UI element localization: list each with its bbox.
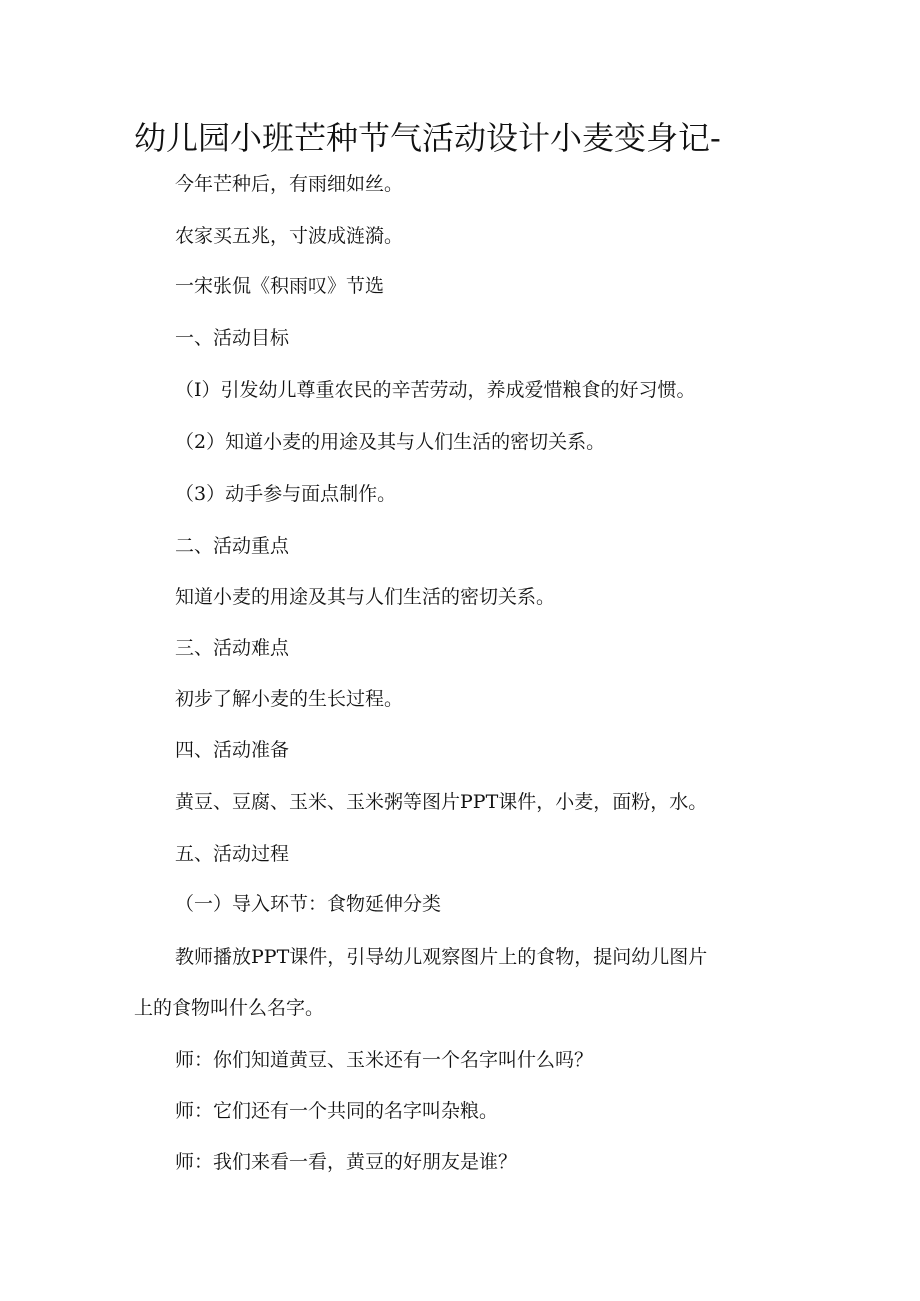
preparation-text: 黄豆、豆腐、玉米、玉米粥等图片PPT课件，小麦，面粉，水。 (175, 791, 708, 813)
poem-attribution: 一宋张侃《积雨叹》节选 (175, 275, 385, 297)
key-point-text: 知道小麦的用途及其与人们生活的密切关系。 (175, 586, 556, 608)
goal-item-2: （2）知道小麦的用途及其与人们生活的密切关系。 (175, 431, 606, 453)
paragraph-line-continued: 上的食物叫什么名字。 (134, 997, 325, 1019)
goal-item-3: （3）动手参与面点制作。 (175, 483, 397, 505)
goal-item-1: （I）引发幼儿尊重农民的辛苦劳动，养成爱惜粮食的好习惯。 (175, 379, 696, 401)
section-heading-process: 五、活动过程 (175, 843, 290, 865)
poem-line-2: 农家买五兆，寸波成涟漪。 (175, 225, 404, 247)
document-title: 幼儿园小班芒种节气活动设计小麦变身记- (134, 119, 721, 157)
section-heading-difficulty: 三、活动难点 (175, 637, 290, 659)
section-heading-goals: 一、活动目标 (175, 327, 290, 349)
dialogue-line-2: 师：它们还有一个共同的名字叫杂粮。 (175, 1100, 499, 1122)
paragraph-line: 教师播放PPT课件，引导幼儿观察图片上的食物，提问幼儿图片 (175, 946, 708, 968)
section-heading-key-point: 二、活动重点 (175, 535, 290, 557)
difficulty-text: 初步了解小麦的生长过程。 (175, 688, 404, 710)
dialogue-line-3: 师：我们来看一看，黄豆的好朋友是谁？ (175, 1151, 518, 1173)
poem-line-1: 今年芒种后，有雨细如丝。 (175, 173, 404, 195)
dialogue-line-1: 师：你们知道黄豆、玉米还有一个名字叫什么吗？ (175, 1049, 594, 1071)
process-step-heading: （一）导入环节：食物延伸分类 (175, 893, 442, 915)
section-heading-preparation: 四、活动准备 (175, 739, 290, 761)
